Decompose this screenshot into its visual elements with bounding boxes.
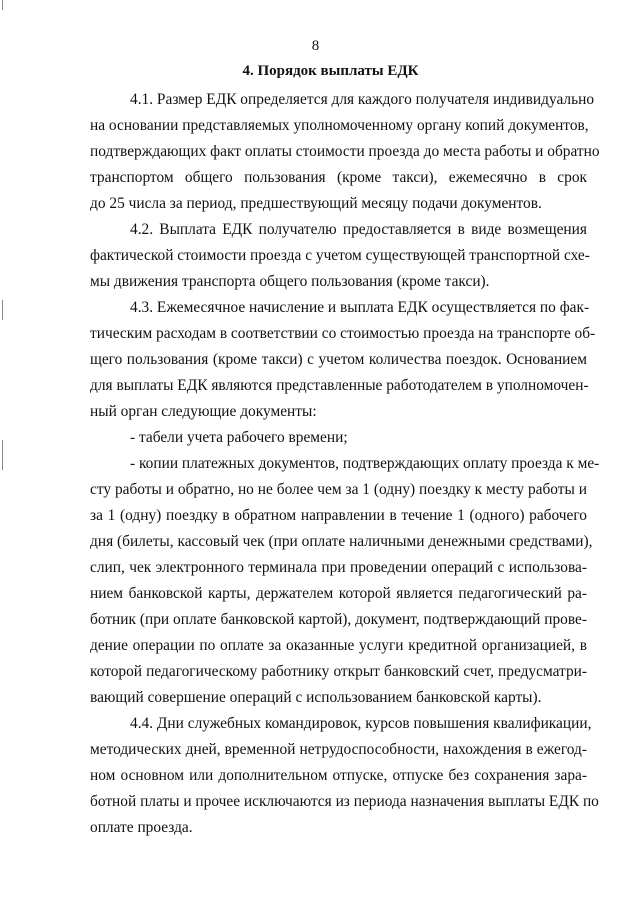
- text-line: 4.3. Ежемесячное начисление и выплата ЕДК осуществляется по фак-: [130, 299, 590, 316]
- scan-edge-mark: [2, 300, 3, 320]
- text-line: 4.2. Выплата ЕДК получателю предоставляется в виде возмещения: [130, 221, 587, 238]
- text-line: за 1 (одну) поездку в обратном направлении в течение 1 (одного) рабочего: [90, 507, 587, 524]
- text-line: для выплаты ЕДК являются представленные работодателем в уполномочен-: [90, 377, 589, 394]
- section-title: 4. Порядок выплаты ЕДК: [242, 63, 419, 79]
- text-line: которой педагогическому работнику открыт банковский счет, предусматри-: [90, 663, 587, 680]
- list-item: - копии платежных документов, подтверждающих оплату проезда к ме-: [130, 455, 600, 472]
- text-line: вающий совершение операций с использованием банковской карты).: [90, 689, 542, 706]
- text-line: оплате проезда.: [90, 819, 193, 836]
- scan-edge-mark: [2, 0, 3, 10]
- list-item: - табели учета рабочего времени;: [130, 429, 348, 446]
- text-line: ный орган следующие документы:: [90, 403, 317, 420]
- text-line: тическим расходам в соответствии со стоимостью проезда на транспорте об-: [90, 325, 596, 342]
- text-line: ботной платы и прочее исключаются из периода назначения выплаты ЕДК по: [90, 793, 599, 810]
- text-line: транспортом общего пользования (кроме такси), ежемесячно в срок: [90, 169, 587, 186]
- scan-edge-mark: [2, 440, 3, 470]
- text-line: до 25 числа за период, предшествующий месяцу подачи документов.: [90, 195, 542, 212]
- text-line: 4.1. Размер ЕДК определяется для каждого получателя индивидуально: [130, 91, 595, 108]
- text-line: нием банковской карты, держателем которой является педагогический ра-: [90, 585, 587, 602]
- text-line: сту работы и обратно, но не более чем за 1 (одну) поездку к месту работы и: [90, 481, 587, 498]
- text-line: дение операции по оплате за оказанные услуги кредитной организацией, в: [90, 637, 587, 654]
- text-line: подтверждающих факт оплаты стоимости проезда до места работы и обратно: [90, 143, 600, 160]
- text-line: на основании представляемых уполномоченному органу копий документов,: [90, 117, 589, 134]
- text-line: методических дней, временной нетрудоспособности, нахождения в ежегод-: [90, 741, 587, 758]
- text-line: ном основном или дополнительном отпуске, отпуске без сохранения зара-: [90, 767, 587, 784]
- text-line: мы движения транспорта общего пользования (кроме такси).: [90, 273, 490, 290]
- text-line: щего пользования (кроме такси) с учетом количества поездок. Основанием: [90, 351, 587, 368]
- text-line: дня (билеты, кассовый чек (при оплате наличными денежными средствами),: [90, 533, 593, 550]
- text-line: 4.4. Дни служебных командировок, курсов повышения квалификации,: [130, 715, 592, 732]
- page-number: 8: [311, 38, 320, 54]
- text-line: ботник (при оплате банковской картой), документ, подтверждающий прове-: [90, 611, 587, 628]
- text-line: фактической стоимости проезда с учетом существующей транспортной схе-: [90, 247, 590, 264]
- text-line: слип, чек электронного терминала при проведении операций с использова-: [90, 559, 587, 576]
